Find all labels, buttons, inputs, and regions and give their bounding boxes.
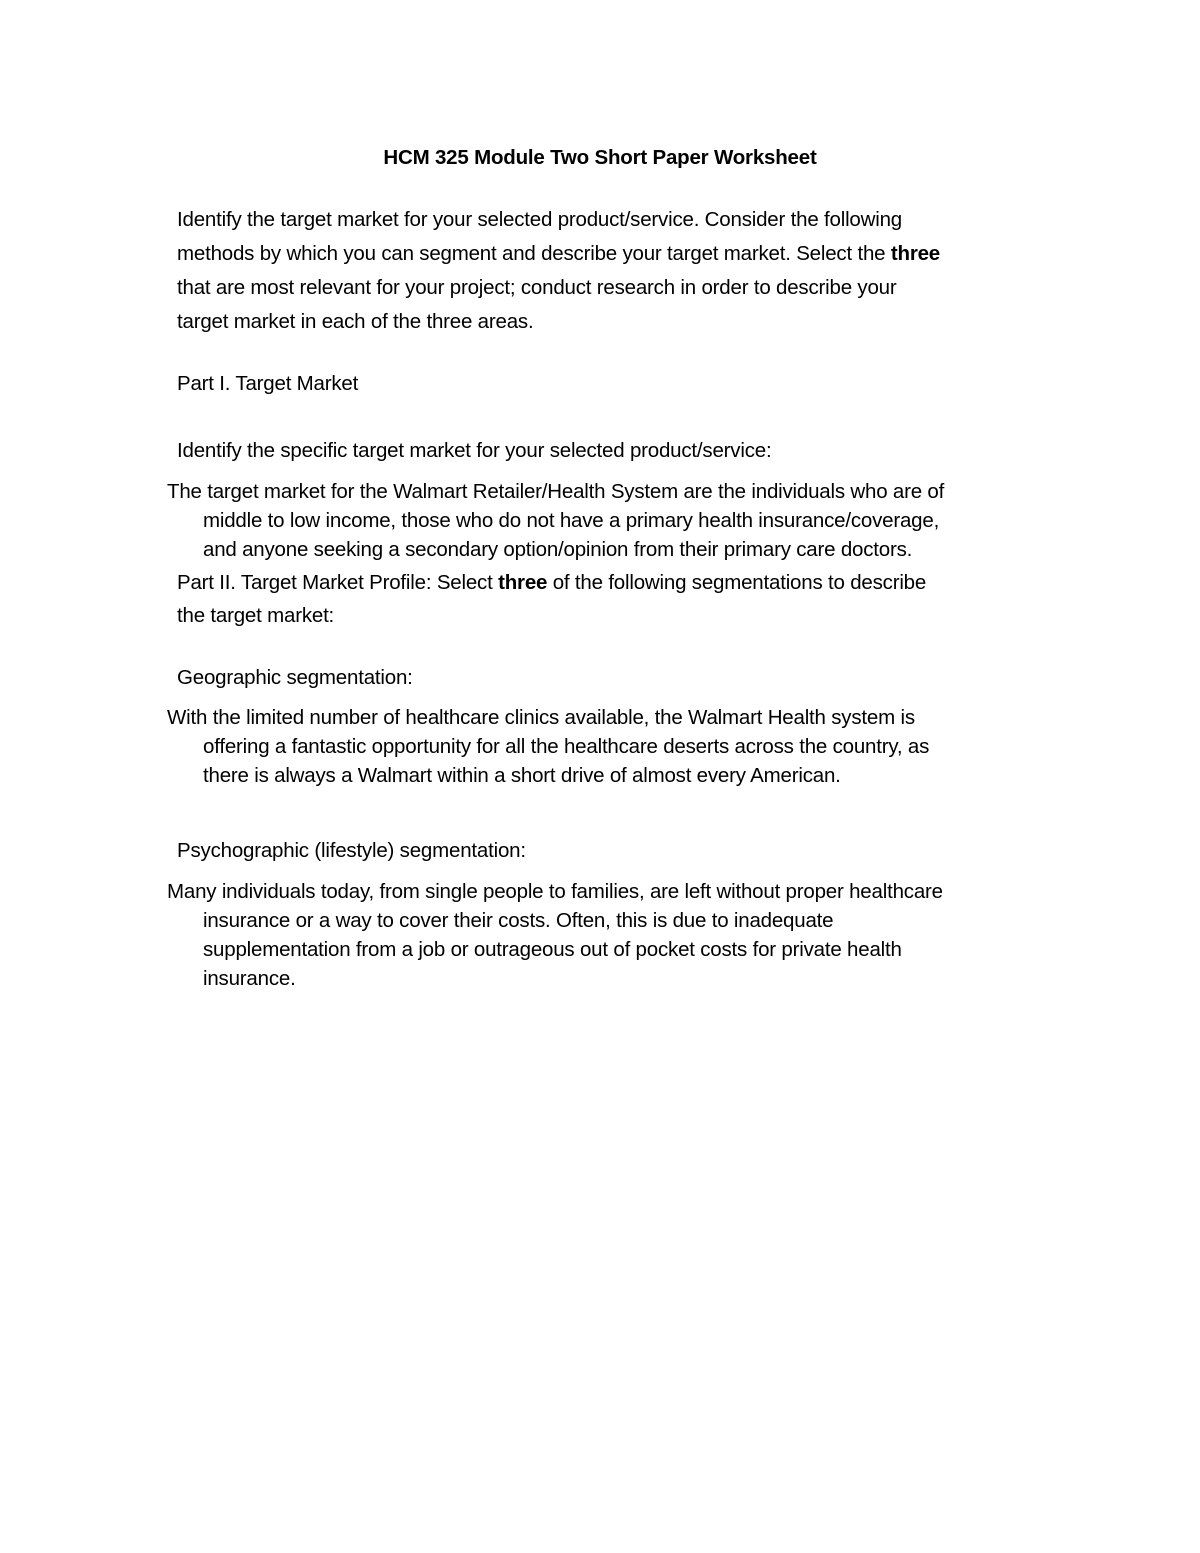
part2-heading-line-2: the target market: [177,604,335,627]
intro-line-2-text: methods by which you can segment and describe your target market. Select the [177,242,891,265]
part1-answer-line-2: middle to low income, those who do not have a primary health insurance/coverage, [203,509,940,532]
part1-heading: Part I. Target Market [177,372,359,395]
geographic-answer-line-3: there is always a Walmart within a short drive of almost every American. [203,764,841,787]
intro-bold-three: three [890,242,941,265]
psychographic-heading: Psychographic (lifestyle) segmentation: [177,839,526,862]
psychographic-answer-line-2: insurance or a way to cover their costs. Often, this is due to inadequate [203,909,834,932]
part1-answer-line-3: and anyone seeking a secondary option/opinion from their primary care doctors. [203,538,913,561]
part2-heading [177,568,926,597]
part2-bold-three: three [498,571,548,594]
geographic-answer-line-2: offering a fantastic opportunity for all the healthcare deserts across the country, as [203,735,930,758]
intro-line-4: target market in each of the three areas. [177,310,534,333]
intro-line-2 [177,239,940,268]
geographic-answer-line-1: With the limited number of healthcare clinics available, the Walmart Health system is [167,706,915,729]
page-title: HCM 325 Module Two Short Paper Worksheet [383,146,817,169]
intro-line-1: Identify the target market for your selected product/service. Consider the following [177,208,902,231]
part1-answer-line-1: The target market for the Walmart Retailer/Health System are the individuals who are of [167,480,945,503]
psychographic-answer-line-1: Many individuals today, from single people to families, are left without proper healthcare [167,880,943,903]
part2-heading-text: Part II. Target Market Profile: Select [177,571,499,594]
psychographic-answer-line-3: supplementation from a job or outrageous out of pocket costs for private health [203,938,902,961]
part1-prompt: Identify the specific target market for your selected product/service: [177,439,772,462]
psychographic-answer-line-4: insurance. [203,967,296,990]
part2-heading-tail: of the following segmentations to describe [547,571,927,594]
intro-line-3: that are most relevant for your project; conduct research in order to describe your [177,276,897,299]
geographic-heading: Geographic segmentation: [177,666,413,689]
